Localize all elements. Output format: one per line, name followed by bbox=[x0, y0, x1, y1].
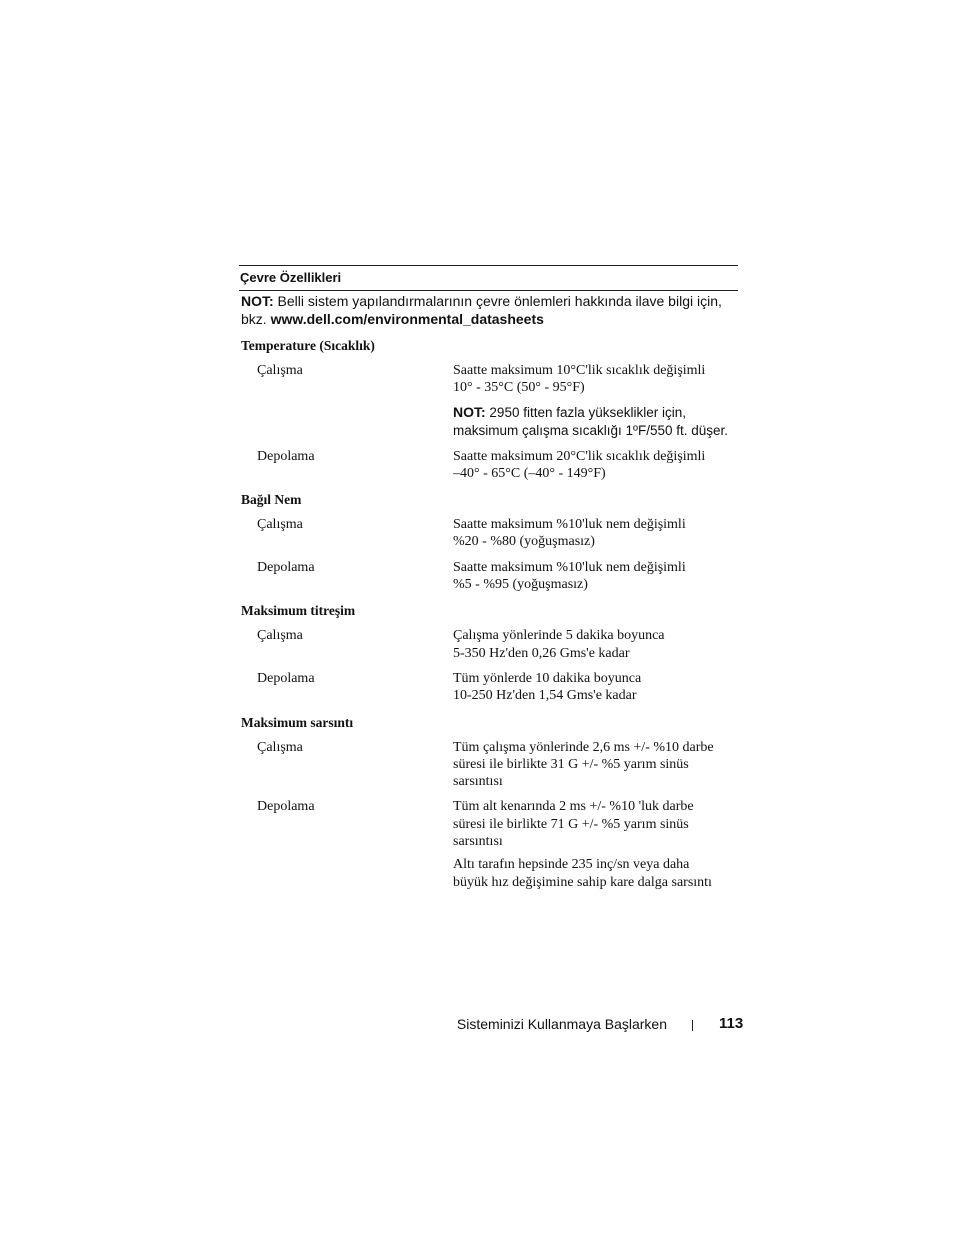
table-title: Çevre Özellikleri bbox=[240, 270, 342, 285]
spec-row bbox=[239, 739, 738, 791]
spec-row bbox=[239, 559, 738, 594]
spec-row bbox=[239, 798, 738, 890]
section-title: Bağıl Nem bbox=[241, 492, 302, 508]
row-value bbox=[453, 559, 738, 594]
value-line: 5-350 Hz'den 0,26 Gms'e kadar bbox=[453, 645, 630, 661]
value-line: Saatte maksimum 10°C'lik sıcaklık değişimli bbox=[453, 363, 706, 378]
spec-row bbox=[239, 448, 738, 483]
row-label: Depolama bbox=[257, 799, 315, 815]
row-note-label: NOT: bbox=[453, 403, 486, 420]
row-label: Çalışma bbox=[257, 517, 303, 533]
spec-row bbox=[239, 516, 738, 551]
value-line: süresi ile birlikte 71 G +/- %5 yarım sinüs bbox=[453, 816, 689, 832]
value-line: Tüm çalışma yönlerinde 2,6 ms +/- %10 darbe bbox=[453, 739, 714, 755]
row-extra bbox=[453, 856, 736, 891]
table-note bbox=[239, 291, 738, 328]
value-line: büyük hız değişimine sahip kare dalga sarsıntı bbox=[453, 874, 712, 890]
value-line: sarsıntısı bbox=[453, 834, 503, 850]
note-link: www.dell.com/environmental_datasheets bbox=[270, 311, 544, 327]
section-title: Temperature (Sıcaklık) bbox=[241, 338, 375, 353]
spec-row bbox=[239, 362, 738, 440]
row-value bbox=[453, 670, 738, 705]
section-title: Maksimum titreşim bbox=[241, 603, 356, 619]
spec-table bbox=[239, 265, 738, 891]
value-line: %5 - %95 (yoğuşmasız) bbox=[453, 577, 588, 593]
row-value bbox=[453, 516, 738, 551]
row-value bbox=[453, 627, 738, 662]
value-line: %20 - %80 (yoğuşmasız) bbox=[453, 534, 595, 550]
value-line: Saatte maksimum %10'luk nem değişimli bbox=[453, 517, 686, 533]
row-value bbox=[453, 739, 738, 791]
note-label: NOT: bbox=[241, 293, 274, 309]
row-value bbox=[453, 798, 738, 890]
row-note bbox=[453, 403, 736, 440]
row-label: Depolama bbox=[257, 448, 315, 464]
value-line: Tüm yönlerde 10 dakika boyunca bbox=[453, 670, 642, 686]
row-label: Çalışma bbox=[257, 628, 303, 644]
spec-row bbox=[239, 627, 738, 662]
row-label: Çalışma bbox=[257, 739, 303, 755]
value-line: 10° - 35°C (50° - 95°F) bbox=[453, 380, 585, 396]
page-number: 113 bbox=[719, 1015, 744, 1032]
row-value bbox=[453, 448, 738, 483]
value-line: sarsıntısı bbox=[453, 774, 503, 790]
row-label: Çalışma bbox=[257, 363, 303, 378]
section-title: Maksimum sarsıntı bbox=[241, 714, 354, 730]
note-text: Belli sistem yapılandırmalarının çevre önlemleri hakkında ilave bilgi için, bkz. bbox=[241, 293, 722, 327]
value-line: süresi ile birlikte 31 G +/- %5 yarım sinüs bbox=[453, 756, 689, 772]
value-line: 10-250 Hz'den 1,54 Gms'e kadar bbox=[453, 688, 637, 704]
row-label: Depolama bbox=[257, 670, 315, 686]
value-line: Saatte maksimum 20°C'lik sıcaklık değişimli bbox=[453, 448, 706, 464]
value-line: Çalışma yönlerinde 5 dakika boyunca bbox=[453, 628, 665, 644]
sections bbox=[239, 337, 738, 891]
value-line: Altı tarafın hepsinde 235 inç/sn veya daha bbox=[453, 857, 690, 873]
value-line: Tüm alt kenarında 2 ms +/- %10 'luk darbe bbox=[453, 799, 694, 815]
row-label: Depolama bbox=[257, 559, 315, 575]
row-note-text: 2950 fitten fazla yükseklikler için, maksimum çalışma sıcaklığı 1ºF/550 ft. düşer. bbox=[453, 404, 729, 438]
row-value bbox=[453, 362, 738, 440]
footer-separator bbox=[692, 1020, 693, 1031]
spec-row bbox=[239, 670, 738, 705]
page-footer bbox=[0, 1014, 954, 1034]
footer-chapter-title: Sisteminizi Kullanmaya Başlarken bbox=[456, 1016, 667, 1032]
value-line: –40° - 65°C (–40° - 149°F) bbox=[453, 465, 606, 481]
value-line: Saatte maksimum %10'luk nem değişimli bbox=[453, 559, 686, 575]
